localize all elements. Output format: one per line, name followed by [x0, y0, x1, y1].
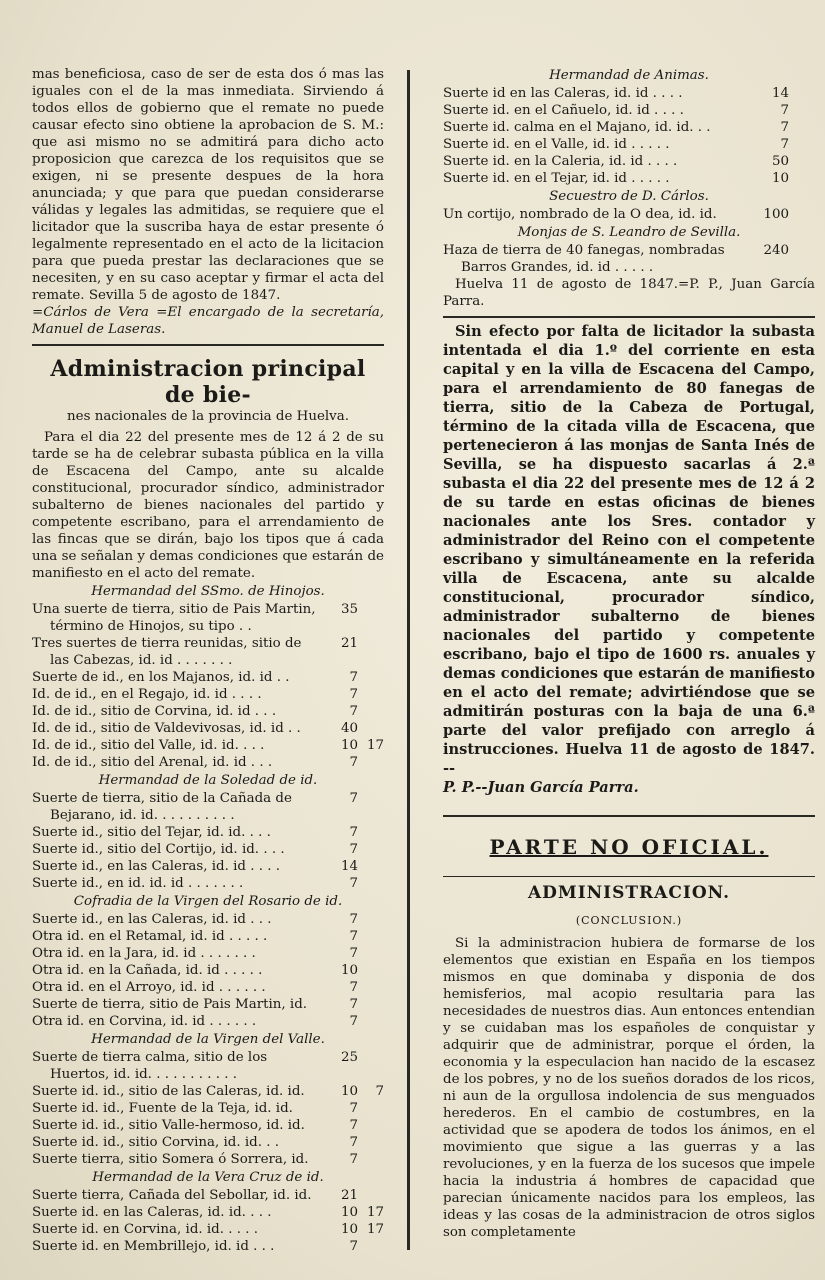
column-divider: [407, 70, 410, 1250]
property-value: 7: [349, 842, 358, 857]
property-value: 7: [349, 876, 358, 891]
property-value-fraction: 17: [366, 1222, 384, 1237]
property-value: 7: [780, 103, 789, 118]
property-description: Suerte id. en el Valle, id. id . . . . .: [443, 137, 670, 152]
property-description: Otra id. en la Jara, id. id . . . . . . .: [32, 946, 256, 961]
property-description: Suerte de tierra, sitio de la Cañada de Bejarano, id. id. . . . . . . . . .: [32, 791, 292, 823]
property-row: [32, 1083, 384, 1100]
property-description: Id. de id., en el Regajo, id. id . . . .: [32, 687, 262, 702]
property-row: [32, 858, 384, 875]
property-description: Suerte id. en Membrillejo, id. id . . .: [32, 1239, 275, 1254]
property-row: [32, 962, 384, 979]
property-description: Haza de tierra de 40 fanegas, nombradas Barros Grandes, id. id . . . . .: [443, 243, 725, 275]
property-row: [32, 790, 384, 824]
property-description: Id. de id., sitio de Valdevivosas, id. id . .: [32, 721, 301, 736]
property-value: 7: [780, 120, 789, 135]
property-description: Otra id. en Corvina, id. id . . . . . .: [32, 1014, 257, 1029]
property-value: 7: [349, 670, 358, 685]
property-row: [443, 153, 815, 170]
property-description: Suerte tierra, Cañada del Sebollar, id. id.: [32, 1188, 312, 1203]
property-description: Suerte id., sitio del Cortijo, id. id. . . .: [32, 842, 285, 857]
section-subtitle: nes nacionales de la provincia de Huelva.: [67, 409, 349, 424]
property-row: [443, 136, 815, 153]
property-row: [32, 1221, 384, 1238]
property-row: [32, 928, 384, 945]
property-value: 21: [340, 1188, 358, 1203]
left-property-list: [32, 583, 384, 1255]
property-value-fraction: 17: [366, 1205, 384, 1220]
property-row: [32, 875, 384, 892]
property-value: 25: [340, 1050, 358, 1065]
property-row: [32, 841, 384, 858]
property-row: [32, 1117, 384, 1134]
property-row: [32, 1204, 384, 1221]
group-heading: Cofradia de la Virgen del Rosario de id.: [73, 894, 343, 909]
group-heading: Hermandad de la Vera Cruz de id.: [92, 1170, 324, 1185]
property-description: Suerte id. id., sitio de las Caleras, id. id.: [32, 1084, 305, 1099]
property-description: Suerte id. en el Cañuelo, id. id . . . .: [443, 103, 684, 118]
group-heading: Secuestro de D. Cárlos.: [549, 189, 709, 204]
property-description: Suerte id. id., sitio Valle-hermoso, id. id.: [32, 1118, 305, 1133]
property-value: 21: [340, 636, 358, 651]
property-description: Tres suertes de tierra reunidas, sitio de las Cabezas, id. id . . . . . . .: [32, 636, 302, 668]
property-row: [32, 1238, 384, 1255]
property-value: 7: [349, 1152, 358, 1167]
intro-paragraph: mas beneficiosa, caso de ser de esta dos ó mas las iguales con el de la mas inmediata. Sirviendo á todos ellos de gobierno que el remate no puede causar efecto sino obtiene la aprobacion de S. M.: que asi mismo no se admitirá para dicho acto proposicion que carezca de los requisitos que se exigen, ni se presente despues de la hora anunciada; y que para que puedan considerarse válidas y legales las admitidas, se requiere que el licitador que la suscriba haya de estar presente ó legalmente representado en el acto de la licitacion para que pueda prestar las declaraciones que se necesiten, y en su caso aceptar y firmar el acta del remate. Sevilla 5 de agosto de 1847.: [32, 67, 384, 303]
property-row: [32, 1187, 384, 1204]
property-value: 7: [349, 980, 358, 995]
closing-signature: Huelva 11 de agosto de 1847.=P. P., Juan García Parra.: [443, 277, 815, 309]
property-value: 7: [349, 755, 358, 770]
notice-signature: P. P.--Juan García Parra.: [443, 779, 639, 796]
property-value: 10: [340, 1205, 358, 1220]
property-value: 50: [771, 154, 789, 169]
property-description: Suerte id. id., Fuente de la Teja, id. id.: [32, 1101, 293, 1116]
property-row: [32, 979, 384, 996]
property-description: Suerte id. id., sitio Corvina, id. id. . .: [32, 1135, 279, 1150]
property-description: Un cortijo, nombrado de la O dea, id. id.: [443, 207, 717, 222]
property-row: [443, 102, 815, 119]
property-description: Suerte id., en las Caleras, id. id . . . .: [32, 859, 280, 874]
property-value: 7: [349, 1014, 358, 1029]
property-value: 7: [349, 1101, 358, 1116]
property-row: [443, 85, 815, 102]
property-description: Suerte de tierra calma, sitio de los Huertos, id. id. . . . . . . . . . .: [32, 1050, 268, 1082]
property-description: Otra id. en la Cañada, id. id . . . . .: [32, 963, 263, 978]
property-description: Suerte de tierra, sitio de Pais Martin, id.: [32, 997, 308, 1012]
property-row: [32, 1134, 384, 1151]
property-row: [32, 754, 384, 771]
section-rule: [32, 344, 384, 346]
property-description: Suerte id., sitio del Tejar, id. id. . . .: [32, 825, 271, 840]
property-description: Una suerte de tierra, sitio de Pais Martin, término de Hinojos, su tipo . .: [32, 602, 316, 634]
property-row: [32, 996, 384, 1013]
admin-title: ADMINISTRACION.: [527, 883, 731, 903]
property-description: Suerte de id., en los Majanos, id. id . .: [32, 670, 290, 685]
property-value: 7: [349, 946, 358, 961]
group-heading: Monjas de S. Leandro de Sevilla.: [517, 225, 741, 240]
property-row: [32, 669, 384, 686]
property-row: [32, 635, 384, 669]
property-value: 7: [349, 791, 358, 806]
conclusion-label: (CONCLUSION.): [575, 914, 683, 927]
property-description: Suerte id. calma en el Majano, id. id. . .: [443, 120, 711, 135]
property-row: [32, 703, 384, 720]
property-description: Suerte id en las Caleras, id. id . . . .: [443, 86, 683, 101]
property-value: 10: [340, 1084, 358, 1099]
property-row: [32, 1013, 384, 1030]
property-row: [443, 206, 815, 223]
property-value: 240: [763, 243, 789, 258]
property-description: Suerte id. en la Caleria, id. id . . . .: [443, 154, 678, 169]
property-value: 7: [349, 1118, 358, 1133]
intro-signature: =Cárlos de Vera =El encargado de la secretaría, Manuel de Laseras.: [32, 305, 384, 337]
property-value: 7: [780, 137, 789, 152]
property-row: [32, 1100, 384, 1117]
property-row: [443, 119, 815, 136]
section-title: Administracion principal de bie-: [50, 356, 366, 408]
property-row: [32, 1049, 384, 1083]
property-row: [32, 911, 384, 928]
right-property-list: [443, 67, 815, 276]
section-paragraph: Para el dia 22 del presente mes de 12 á 2 de su tarde se ha de celebrar subasta pública en la villa de Escacena del Campo, ante su alcalde constitucional, procurador síndico, administrador subalterno de bienes nacionales del partido y competente escribano, para el arrendamiento de las fincas que se dirán, bajo los tipos que á cada una se señalan y demas condiciones que estarán de manifiesto en el acto del remate.: [32, 430, 384, 581]
property-description: Id. de id., sitio del Arenal, id. id . . .: [32, 755, 273, 770]
property-row: [32, 601, 384, 635]
property-row: [32, 945, 384, 962]
property-row: [32, 824, 384, 841]
property-value: 7: [349, 997, 358, 1012]
property-value: 7: [349, 1239, 358, 1254]
property-description: Id. de id., sitio de Corvina, id. id . . .: [32, 704, 277, 719]
property-row: [443, 242, 815, 276]
property-value: 10: [340, 738, 358, 753]
property-value: 7: [349, 929, 358, 944]
admin-paragraph: Si la administracion hubiera de formarse de los elementos que existian en España en los tiempos mismos en que dominaba y disponia de dos hemisferios, mal acopio resultaria para las necesidades de nuestros dias. Aun entonces entendian y se cuidaban mas los españoles de conquistar y adquirir que de administrar, porque el órden, la economia y la especulacion han nacido de la escasez de los pobres, y no de los sueños dorados de los ricos, ni aun de la orgullosa indolencia de sus menguados herederos. En el cambio de costumbres, en la actividad que se apodera de todos los ánimos, en el movimiento que sigue a las guerras y a las revoluciones, y en la fuerza de los sucesos que impele hacia la industria á hombres de capacidad que parecian únicamente nacidos para los empleos, las ideas y las cosas de la administracion de otros siglos son completamente: [443, 936, 815, 1240]
property-value-fraction: 7: [375, 1084, 384, 1099]
property-value: 7: [349, 825, 358, 840]
gothic-rule: [443, 815, 815, 817]
property-description: Suerte id. en el Tejar, id. id . . . . .: [443, 171, 670, 186]
property-value: 10: [771, 171, 789, 186]
property-row: [32, 720, 384, 737]
property-description: Suerte id., en id. id. id . . . . . . .: [32, 876, 244, 891]
property-description: Suerte id., en las Caleras, id. id . . .: [32, 912, 272, 927]
property-description: Otra id. en el Retamal, id. id . . . . .: [32, 929, 268, 944]
property-row: [32, 1151, 384, 1168]
property-description: Suerte id. en las Caleras, id. id. . . .: [32, 1205, 272, 1220]
gothic-heading: PARTE NO OFICIAL.: [489, 835, 769, 859]
property-value: 10: [340, 1222, 358, 1237]
group-heading: Hermandad de la Virgen del Valle.: [91, 1032, 325, 1047]
property-value: 10: [340, 963, 358, 978]
group-heading: Hermandad del SSmo. de Hinojos.: [91, 584, 325, 599]
notice-rule: [443, 316, 815, 318]
property-value-fraction: 17: [366, 738, 384, 753]
right-column: [443, 66, 815, 1241]
admin-rule: [443, 876, 815, 877]
property-value: 14: [771, 86, 789, 101]
left-column: [32, 66, 384, 1255]
notice-paragraph: Sin efecto por falta de licitador la subasta intentada el dia 1.º del corriente en esta capital y en la villa de Escacena del Campo, para el arrendamiento de 80 fanegas de tierra, sitio de la Cabeza de Portugal, término de la citada villa de Escacena, que pertenecieron á las monjas de Santa Inés de Sevilla, se ha dispuesto sacarlas á 2.ª subasta el dia 22 del presente mes de 12 á 2 de su tarde en estas oficinas de bienes nacionales ante los Sres. contador y administrador del Reino con el competente escribano y simultáneamente en la referida villa de Escacena, ante su alcalde constitucional, procurador síndico, administrador subalterno de bienes nacionales del partido y competente escribano, bajo el tipo de 1600 rs. anuales y demas condiciones que estarán de manifiesto en el acto del remate; advirtiéndose que se admitirán posturas con la baja de una 6.ª parte del valor prefijado con arreglo á instrucciones. Huelva 11 de agosto de 1847. --: [443, 323, 815, 777]
property-row: [443, 170, 815, 187]
property-row: [32, 737, 384, 754]
property-description: Id. de id., sitio del Valle, id. id. . . .: [32, 738, 265, 753]
property-value: 40: [340, 721, 358, 736]
group-heading: Hermandad de la Soledad de id.: [98, 773, 318, 788]
property-value: 7: [349, 1135, 358, 1150]
property-value: 14: [340, 859, 358, 874]
property-value: 7: [349, 687, 358, 702]
property-value: 7: [349, 704, 358, 719]
property-row: [32, 686, 384, 703]
group-heading: Hermandad de Animas.: [549, 68, 709, 83]
property-description: Otra id. en el Arroyo, id. id . . . . . .: [32, 980, 266, 995]
property-value: 35: [340, 602, 358, 617]
property-description: Suerte id. en Corvina, id. id. . . . .: [32, 1222, 259, 1237]
property-value: 100: [763, 207, 789, 222]
property-value: 7: [349, 912, 358, 927]
property-description: Suerte tierra, sitio Somera ó Sorrera, id.: [32, 1152, 309, 1167]
